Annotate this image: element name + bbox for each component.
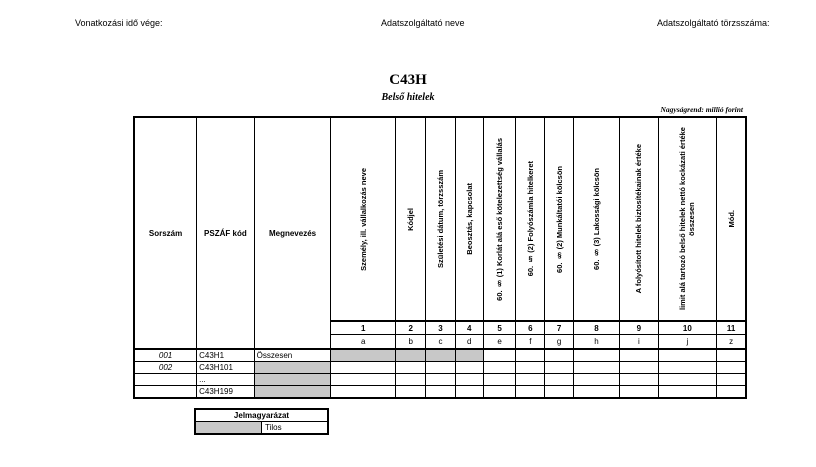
data-cell[interactable] (396, 362, 426, 374)
header-col-2 (396, 117, 426, 321)
col-letter: z (717, 335, 746, 350)
row-sorszam (134, 374, 197, 386)
provider-id-label: Adatszolgáltató törzsszáma: (657, 18, 770, 28)
col-number: 1 (331, 321, 396, 335)
header-col-2-text: Kódjel (406, 207, 416, 231)
header-col-8-text: 60. § (3) Lakossági kölcsön (591, 168, 601, 270)
header-col-6-text: 60. § (2) Folyószámla hitelkeret (525, 161, 535, 277)
data-cell[interactable] (573, 386, 619, 399)
col-number: 3 (426, 321, 455, 335)
data-cell[interactable] (516, 374, 545, 386)
data-cell[interactable] (658, 374, 717, 386)
col-letter: i (620, 335, 658, 350)
header-col-4 (455, 117, 483, 321)
header-col-11 (717, 117, 746, 321)
header-col-7-text: 60. § (2) Munkáltatói kölcsön (554, 165, 564, 273)
data-cell[interactable] (620, 362, 658, 374)
row-kod: C43H1 (197, 349, 255, 362)
data-cell[interactable] (483, 349, 515, 362)
data-cell[interactable] (717, 362, 746, 374)
data-cell[interactable] (426, 362, 455, 374)
legend-table (194, 408, 329, 435)
table-row (134, 386, 746, 399)
col-number: 10 (658, 321, 717, 335)
header-pszaf-kod: PSZÁF kód (197, 117, 255, 349)
header-col-11-text: Mód. (726, 210, 736, 228)
header-col-7 (545, 117, 573, 321)
form-subtitle: Belső hitelek (381, 92, 435, 103)
col-letter: g (545, 335, 573, 350)
col-letter: j (658, 335, 717, 350)
row-sorszam: 002 (134, 362, 197, 374)
row-sorszam: 001 (134, 349, 197, 362)
header-col-1 (331, 117, 396, 321)
data-cell[interactable] (516, 362, 545, 374)
col-number: 5 (483, 321, 515, 335)
header-col-9 (620, 117, 658, 321)
data-cell[interactable] (545, 349, 573, 362)
row-megnevezes (254, 374, 331, 386)
col-letter: b (396, 335, 426, 350)
data-cell[interactable] (483, 374, 515, 386)
data-cell[interactable] (658, 362, 717, 374)
data-cell[interactable] (331, 362, 396, 374)
header-col-10-text: limit alá tartozó belső hitelek nettó kockázati értéke összesen (678, 127, 697, 311)
data-cell[interactable] (717, 349, 746, 362)
table-row (134, 362, 746, 374)
data-cell[interactable] (717, 374, 746, 386)
data-cell[interactable] (426, 374, 455, 386)
header-col-1-text: Személy, ill. vállalkozás neve (358, 167, 368, 271)
data-cell[interactable] (426, 386, 455, 399)
data-cell[interactable] (620, 349, 658, 362)
data-cell[interactable] (573, 362, 619, 374)
data-cell[interactable] (573, 349, 619, 362)
header-megnevezes: Megnevezés (254, 117, 331, 349)
header-col-5-text: 60. § (1) Korlát alá eső kötelezettség vállalás (495, 137, 505, 301)
header-col-9-text: A folyósított hitelek biztosítékainak értéke (634, 144, 644, 294)
col-number: 9 (620, 321, 658, 335)
col-number: 2 (396, 321, 426, 335)
header-col-10 (658, 117, 717, 321)
col-number: 4 (455, 321, 483, 335)
data-cell[interactable] (516, 349, 545, 362)
data-cell[interactable] (483, 362, 515, 374)
col-letter: e (483, 335, 515, 350)
provider-name-label: Adatszolgáltató neve (381, 18, 465, 28)
internal-loans-table (133, 116, 747, 399)
data-cell[interactable] (545, 374, 573, 386)
header-sorszam: Sorszám (134, 117, 197, 349)
data-cell[interactable] (717, 386, 746, 399)
header-col-4-text: Beosztás, kapcsolat (464, 183, 474, 255)
data-cell[interactable] (455, 374, 483, 386)
header-col-3 (426, 117, 455, 321)
row-kod: C43H199 (197, 386, 255, 399)
forbidden-cell (455, 349, 483, 362)
data-cell[interactable] (545, 386, 573, 399)
data-cell[interactable] (483, 386, 515, 399)
data-cell[interactable] (545, 362, 573, 374)
header-col-3-text: Születési dátum, törzsszám (435, 170, 445, 268)
data-cell[interactable] (331, 386, 396, 399)
col-letter: h (573, 335, 619, 350)
table-row (134, 349, 746, 362)
data-cell[interactable] (658, 386, 717, 399)
row-kod: C43H101 (197, 362, 255, 374)
col-number: 6 (516, 321, 545, 335)
forbidden-cell (396, 349, 426, 362)
col-letter: f (516, 335, 545, 350)
header-col-5 (483, 117, 515, 321)
row-megnevezes (254, 362, 331, 374)
row-sorszam (134, 386, 197, 399)
col-letter: d (455, 335, 483, 350)
period-end-label: Vonatkozási idő vége: (75, 18, 163, 28)
table-row (134, 374, 746, 386)
data-cell[interactable] (620, 386, 658, 399)
row-megnevezes (254, 386, 331, 399)
unit-note: Nagyságrend: millió forint (660, 105, 743, 114)
data-cell[interactable] (573, 374, 619, 386)
header-col-6 (516, 117, 545, 321)
row-megnevezes: Összesen (254, 349, 331, 362)
forbidden-cell (426, 349, 455, 362)
data-cell[interactable] (455, 362, 483, 374)
forbidden-cell (331, 349, 396, 362)
data-cell[interactable] (396, 374, 426, 386)
legend-label-forbidden: Tilos (262, 422, 329, 435)
data-cell[interactable] (658, 349, 717, 362)
row-kod: ... (197, 374, 255, 386)
form-code: C43H (389, 72, 427, 88)
legend-swatch-forbidden (195, 422, 262, 435)
data-cell[interactable] (455, 386, 483, 399)
data-cell[interactable] (396, 386, 426, 399)
data-cell[interactable] (516, 386, 545, 399)
legend-title: Jelmagyarázat (195, 409, 328, 422)
col-number: 11 (717, 321, 746, 335)
col-number: 8 (573, 321, 619, 335)
col-number: 7 (545, 321, 573, 335)
data-cell[interactable] (620, 374, 658, 386)
header-col-8 (573, 117, 619, 321)
data-cell[interactable] (331, 374, 396, 386)
col-letter: c (426, 335, 455, 350)
col-letter: a (331, 335, 396, 350)
